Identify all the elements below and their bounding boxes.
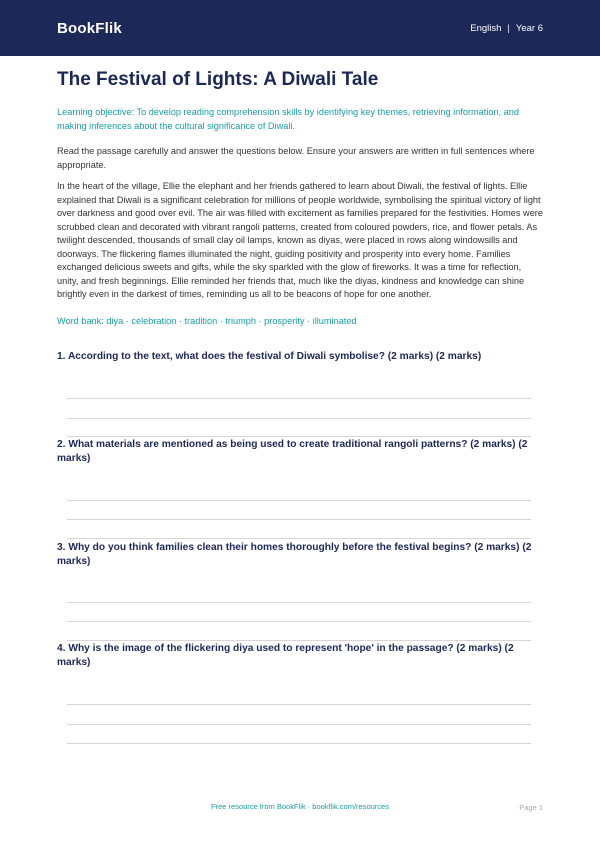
footer-credit[interactable]: Free resource from BookFlik · bookflik.com/resources xyxy=(211,802,389,811)
learning-objective: Learning objective: To develop reading comprehension skills by identifying key themes, retrieving information, and making inferences about the cultural significance of Diwali. xyxy=(57,107,520,131)
year-label: Year 6 xyxy=(515,22,543,34)
question-3 xyxy=(57,541,545,569)
answer-line[interactable] xyxy=(67,538,531,539)
page-title: The Festival of Lights: A Diwali Tale xyxy=(57,69,379,90)
answer-line[interactable] xyxy=(67,500,531,501)
answer-line[interactable] xyxy=(67,398,531,399)
page-header xyxy=(0,0,600,56)
answer-line[interactable] xyxy=(67,640,531,641)
answer-line[interactable] xyxy=(67,519,531,520)
brand-logo: BookFlik xyxy=(57,19,122,37)
answer-line[interactable] xyxy=(67,743,531,744)
answer-line[interactable] xyxy=(67,621,531,622)
instructions: Read the passage carefully and answer the questions below. Ensure your answers are written in full sentences where appropriate. xyxy=(57,146,535,170)
question-2 xyxy=(57,438,545,466)
word-bank: Word bank: diya · celebration · tradition · triumph · prosperity · illuminated xyxy=(57,315,357,326)
answer-line[interactable] xyxy=(67,704,531,705)
header-separator: | xyxy=(507,22,510,34)
header-meta xyxy=(470,23,543,34)
question-text: 1. According to the text, what does the festival of Diwali symbolise? (2 marks) (2 marks) xyxy=(57,351,482,362)
answer-line[interactable] xyxy=(67,602,531,603)
question-text: 2. What materials are mentioned as being used to create traditional rangoli patterns? (2 marks) (2 marks) xyxy=(57,439,528,464)
worksheet-content xyxy=(0,67,600,328)
answer-line[interactable] xyxy=(67,436,531,437)
subject-label: English xyxy=(470,22,502,34)
question-1 xyxy=(57,350,545,364)
answer-line[interactable] xyxy=(67,724,531,725)
question-4 xyxy=(57,642,545,670)
answer-line[interactable] xyxy=(67,418,531,419)
question-text: 4. Why is the image of the flickering diya used to represent 'hope' in the passage? (2 marks) (2 marks) xyxy=(57,643,514,668)
reading-passage: In the heart of the village, Ellie the elephant and her friends gathered to learn about Diwali, the festival of lights. Ellie explained that Diwali is a significant celebration for millions of people worldwide, symbolising the spiritual victory of light over darkness and good over evil. The air was filled with excitement as families prepared for the festivities. Homes were scrubbed clean and decorated with vibrant rangoli patterns, created from coloured powders, rice, and flower petals. As twilight descended, thousands of small clay oil lamps, known as diyas, were placed in rows along windowsills and doorways. The flickering flames illuminated the night, guiding positivity and prosperity into every home. Families exchanged delicious sweets and gifts, while the sky sparkled with the glow of fireworks. It was a time for reflection, unity, and fresh beginnings. Ellie reminded her friends that, much like the diyas, kindness and knowledge can shine brightly even in the darkest of times, reminding us all to be beacons of hope for one another. xyxy=(57,181,543,299)
question-text: 3. Why do you think families clean their homes thoroughly before the festival begins? (2 marks) (2 marks) xyxy=(57,542,532,567)
page-number: Page 1 xyxy=(519,803,543,812)
